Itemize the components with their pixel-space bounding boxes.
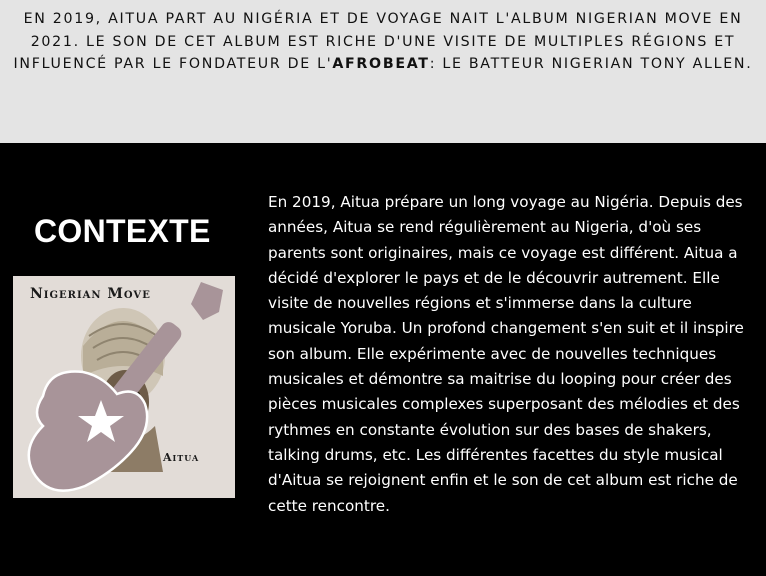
section-heading: CONTEXTE [34,213,211,249]
album-title: Nigerian Move [30,286,151,302]
intro-band [0,0,766,143]
context-paragraph: En 2019, Aitua prépare un long voyage au Nigéria. Depuis des années, Aitua se rend régulièrement au Nigeria, d'où ses parents sont originaires, mais ce voyage est différent. Aitua a décidé d'explorer le pays et de le découvrir autrement. Elle visite de nouvelles régions et s'immerse dans la culture musicale Yoruba. Un profond changement s'en suit et il inspire son album. Elle expérimente avec de nouvelles techniques musicales et démontre sa maitrise du looping pour créer des pièces musicales complexes superposant des mélodies et des rythmes en constante évolution sur des bases de shakers, talking drums, etc. Les différentes facettes du style musical d'Aitua se rejoignent enfin et le son de cet album est riche de cette rencontre. [268,193,744,515]
album-cover [13,276,235,498]
intro-text-part1: EN 2019, AITUA PART AU NIGÉRIA ET DE VOYAGE NAIT L'ALBUM NIGERIAN MOVE EN 2021. LE SON DE CET ALBUM EST RICHE D'UNE VISITE DE MULTIPLES RÉGIONS ET INFLUENCÉ PAR LE FONDATEUR DE L' [13,11,743,72]
album-cover-art [13,276,235,498]
intro-highlight: AFROBEAT [332,56,430,72]
album-artist: Aitua [163,451,200,464]
intro-text-part2: : LE BATTEUR NIGERIAN TONY ALLEN. [429,56,753,72]
intro-text [0,8,766,76]
